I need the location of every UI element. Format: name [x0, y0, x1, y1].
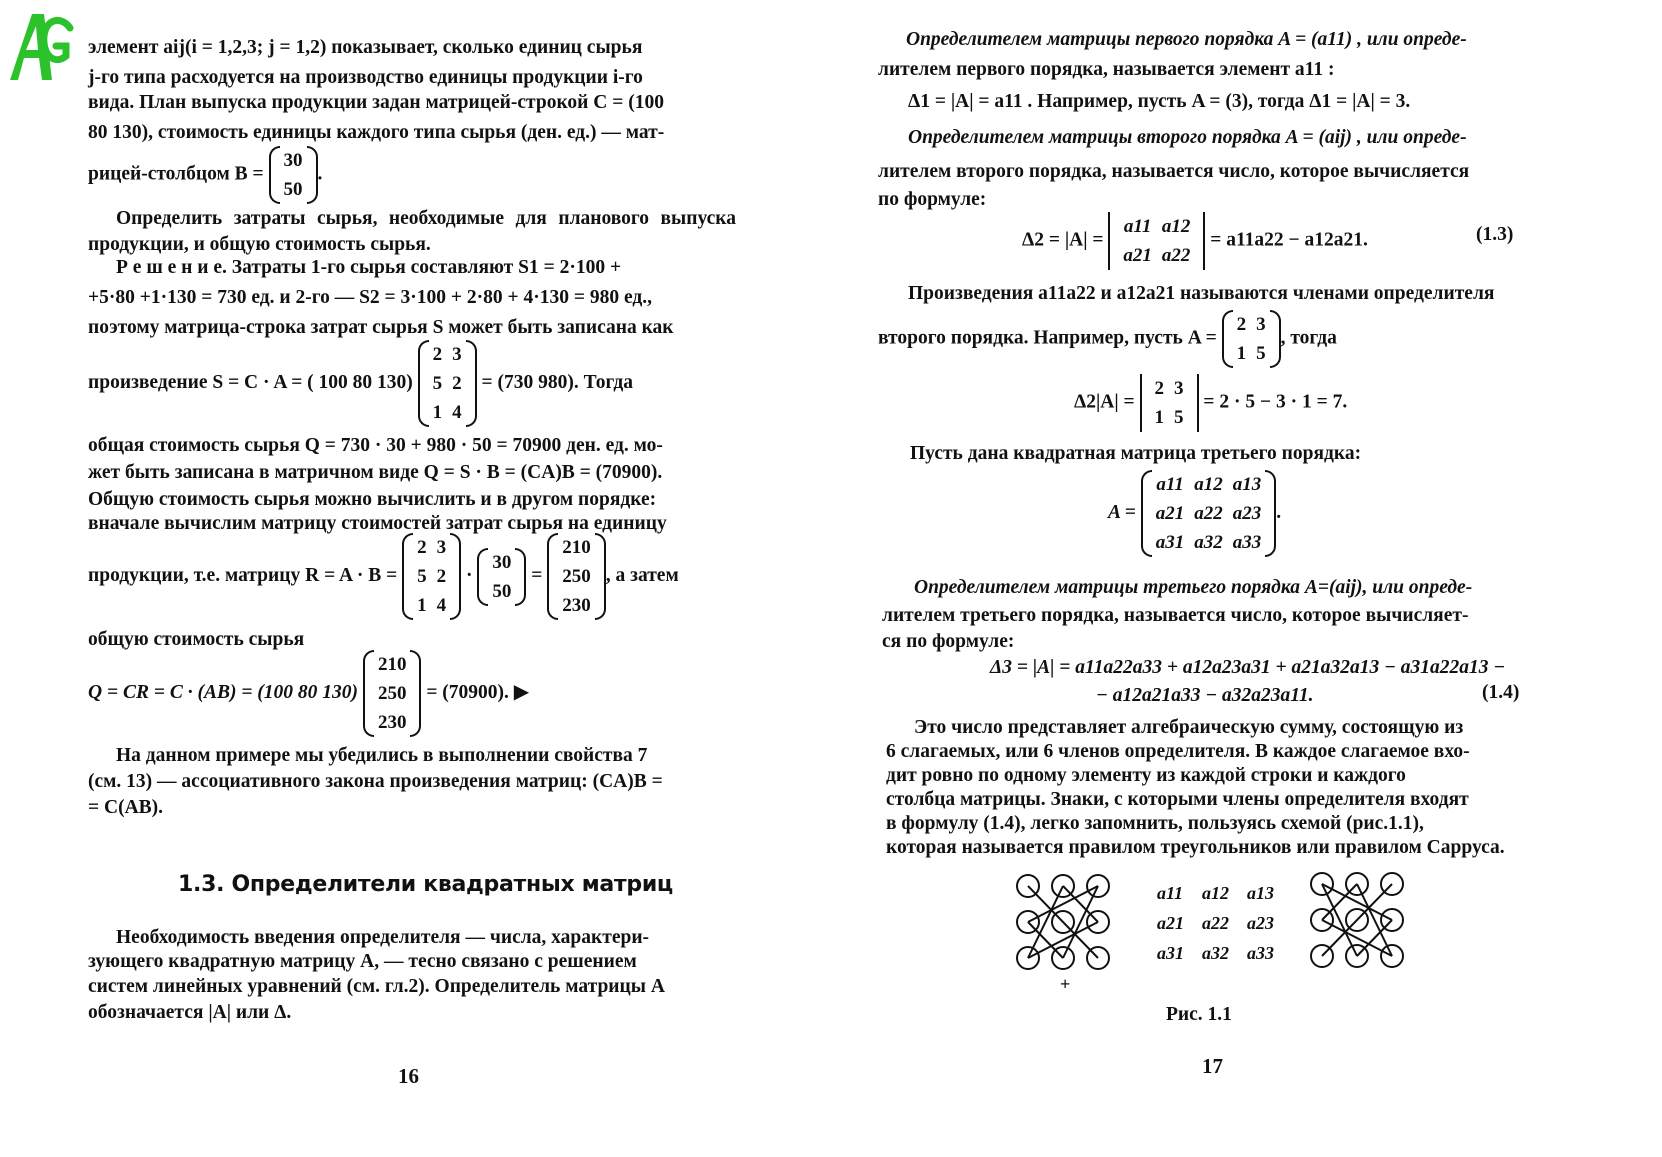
total-line4: вначале вычислим матрицу стоимостей затрат сырья на единицу: [88, 513, 667, 534]
matrix-cell: 5: [432, 373, 443, 394]
para2: Определить затраты сырья, необходимые для планового выпуска продукции, и общую стоимость сырья.: [88, 208, 736, 255]
matrix-cell: 3: [452, 344, 462, 365]
det-cell: 3: [1174, 378, 1184, 399]
det-cell: a21: [1123, 245, 1152, 266]
total-line1: общая стоимость сырья Q = 730 · 30 + 980 · 50 = 70900 ден. ед. мо-: [88, 435, 663, 456]
diagram-plus-sign: +: [1060, 974, 1071, 994]
example2-matrix: [1222, 310, 1281, 368]
def1-line2: лителем первого порядка, называется элемент a11 :: [878, 59, 1335, 80]
solution-line1: Р е ш е н и е. Затраты 1-го сырья составляют S1 = 2·100 +: [116, 257, 622, 278]
product-line: [88, 340, 633, 427]
sum-line4: столбца матрицы. Знаки, с которыми члены определителя входят: [886, 789, 1469, 810]
eq13-suffix: = a11a22 − a12a21.: [1210, 229, 1368, 251]
total-cost-line: общую стоимость сырья: [88, 629, 305, 650]
det-cell: a22: [1161, 245, 1191, 266]
matrix-cell: 250: [377, 683, 407, 704]
figure-cell: a33: [1247, 943, 1274, 963]
intro-line4: обозначается |A| или Δ.: [88, 1002, 292, 1023]
total-line2: жет быть записана в матричном виде Q = S · B = (CA)B = (70900).: [88, 462, 663, 483]
Q-line: [88, 650, 529, 737]
matrix-cell: a12: [1194, 474, 1223, 495]
example2-det-prefix: Δ2|A| =: [1074, 391, 1135, 413]
matrix-B: [269, 146, 318, 204]
figure-cell: a22: [1202, 913, 1229, 933]
left-page: [0, 0, 830, 1157]
def2-line2: лителем второго порядка, называется число, которое вычисляется: [878, 161, 1470, 182]
matrix-cell: a33: [1232, 532, 1262, 553]
figure-cell: a11: [1157, 883, 1184, 903]
def2-line3: по формуле:: [878, 189, 987, 210]
intro-line1: Необходимость введения определителя — числа, характери-: [116, 927, 650, 948]
Q-suffix: = (70900).: [426, 681, 509, 703]
R-prefix: продукции, т.е. матрицу R = A · B =: [88, 564, 398, 586]
matrix-R-repeat: [363, 650, 422, 737]
matrix-3x3-line: A = a11 a12 a13 a21 a22 a23 a31 a32 a33 .: [1108, 470, 1281, 557]
matrix-cell: 3: [436, 537, 447, 558]
def1-example: Δ1 = |A| = a11 . Например, пусть A = (3), тогда Δ1 = |A| = 3.: [908, 91, 1411, 112]
matrix-cell: 230: [562, 595, 591, 616]
figure-caption: Рис. 1.1: [1166, 1004, 1232, 1025]
figure-cell: a23: [1247, 913, 1274, 933]
det-cell: 1: [1154, 407, 1165, 428]
matrix-cell: a21: [1155, 503, 1185, 524]
para1-line5-prefix: рицей-столбцом B =: [88, 163, 264, 185]
figure-cell: a31: [1157, 943, 1184, 963]
matrix-cell: 1: [1236, 343, 1247, 364]
assoc-line3: = C(AB).: [88, 797, 164, 818]
section-heading: 1.3. Определители квадратных матриц: [178, 872, 673, 897]
solution-line3: поэтому матрица-строка затрат сырья S может быть записана как: [88, 317, 674, 338]
equation-number-1-4: (1.4): [1482, 682, 1520, 703]
matrix-cell: 2: [452, 373, 462, 394]
Q-prefix: Q = CR = C · (AB) = (100 80 130): [88, 681, 359, 703]
R-suffix: , а затем: [605, 564, 679, 586]
matrix-cell: 50: [283, 179, 303, 200]
equation-number-1-3: (1.3): [1476, 224, 1514, 245]
product-suffix: = (730 980). Тогда: [481, 371, 634, 393]
sum-line1: Это число представляет алгебраическую сумму, состоящую из: [914, 717, 1464, 738]
eq13-prefix: Δ2 = |A| =: [1022, 229, 1104, 251]
example2-determinant: [1074, 374, 1347, 432]
def1-line1: Определителем матрицы первого порядка A = (a11) , или опреде-: [906, 29, 1467, 50]
equation-1-3: [1022, 212, 1368, 270]
det-cell: 2: [1154, 378, 1165, 399]
matrix-cell: a22: [1194, 503, 1223, 524]
matrix-cell: 4: [452, 402, 462, 423]
members-line: Произведения a11a22 и a12a21 называются членами определителя: [908, 283, 1495, 304]
figure-cell: a13: [1247, 883, 1274, 903]
end-of-example-icon: ▶: [513, 680, 530, 703]
matrix-cell: 250: [562, 566, 591, 587]
matrix-cell: a32: [1194, 532, 1223, 553]
publisher-logo: [4, 6, 76, 86]
matrix3-prefix: A =: [1108, 501, 1136, 523]
def3-line2: лителем третьего порядка, называется число, которое вычисляет-: [882, 605, 1469, 626]
matrix-cell: 5: [417, 566, 427, 587]
assoc-line2: (см. 13) — ассоциативного закона произведения матриц: (CA)B =: [88, 771, 663, 792]
matrix-cell: 5: [1256, 343, 1266, 364]
matrix-A-repeat: [402, 533, 461, 620]
matrix-cell: 50: [492, 580, 512, 602]
matrix-A: [418, 340, 477, 427]
third-order-intro: Пусть дана квадратная матрица третьего порядка:: [910, 443, 1362, 464]
matrix-B-line: рицей-столбцом B = 30 50 .: [88, 146, 322, 204]
right-page: [830, 0, 1662, 1157]
example2-suffix: , тогда: [1280, 327, 1337, 349]
sum-line6: которая называется правилом треугольников или правилом Сарруса.: [886, 837, 1505, 858]
example2-det: [1140, 374, 1199, 432]
page-number-left: 16: [398, 1064, 419, 1088]
para1-line3: вида. План выпуска продукции задан матрицей-строкой C = (100: [88, 92, 664, 113]
matrix-cell: a31: [1155, 532, 1185, 553]
matrix-cell: 2: [432, 344, 443, 365]
matrix-cell: 1: [417, 595, 427, 616]
matrix-3x3: [1141, 470, 1277, 557]
matrix-cell: 2: [436, 566, 447, 587]
matrix-cell: 210: [377, 654, 407, 675]
intro-line3: систем линейных уравнений (см. гл.2). Определитель матрицы A: [88, 976, 665, 997]
assoc-line1: На данном примере мы убедились в выполнении свойства 7: [116, 745, 648, 766]
matrix-R: [547, 533, 606, 620]
det-cell: a11: [1123, 216, 1152, 237]
example2-line: [878, 310, 1337, 368]
det-cell: a12: [1161, 216, 1191, 237]
sum-line2: 6 слагаемых, или 6 членов определителя. В каждое слагаемое вхо-: [886, 741, 1470, 762]
def2-line1: Определителем матрицы второго порядка A = (aij) , или опреде-: [908, 127, 1467, 148]
page-number-right: 17: [1202, 1054, 1223, 1078]
matrix-cell: 3: [1256, 314, 1266, 335]
matrix-B-repeat: [477, 548, 526, 606]
figure-matrix: [1148, 878, 1283, 968]
matrix-cell: 1: [432, 402, 443, 423]
determinant-2x2: [1108, 212, 1205, 270]
figure-cell: a12: [1202, 883, 1229, 903]
def3-line3: ся по формуле:: [882, 631, 1015, 652]
matrix-cell: 30: [492, 551, 512, 573]
intro-line2: зующего квадратную матрицу A, — тесно связано с решением: [88, 951, 637, 972]
def3-line1: Определителем матрицы третьего порядка A=(aij), или опреде-: [914, 577, 1473, 598]
sum-line3: дит ровно по одному элементу из каждой строки и каждого: [886, 765, 1406, 786]
product-prefix: произведение S = C · A = ( 100 80 130): [88, 371, 413, 393]
solution-line2: +5·80 +1·130 = 730 ед. и 2-го — S2 = 3·100 + 2·80 + 4·130 = 980 ед.,: [88, 287, 653, 308]
matrix-cell: 230: [377, 712, 407, 733]
matrix-cell: 30: [283, 150, 303, 171]
matrix-cell: a11: [1156, 474, 1184, 495]
para1-line4: 80 130), стоимость единицы каждого типа сырья (ден. ед.) — мат-: [88, 122, 665, 143]
eq14-line1: Δ3 = |A| = a11a22a33 + a12a23a31 + a21a32a13 − a31a22a13 −: [990, 657, 1506, 678]
R-product-line: продукции, т.е. матрицу R = A · B = 2 3 5 2 1 4 · 30 50 = 210 250 230 , а затем: [88, 533, 679, 620]
example2-prefix: второго порядка. Например, пусть A =: [878, 327, 1217, 349]
total-line3: Общую стоимость сырья можно вычислить и в другом порядке:: [88, 489, 657, 510]
matrix-cell: a13: [1232, 474, 1262, 495]
eq14-line2: − a12a21a33 − a32a23a11.: [1096, 685, 1314, 706]
matrix-cell: 4: [436, 595, 447, 616]
matrix-cell: 2: [1236, 314, 1247, 335]
figure-cell: a21: [1157, 913, 1184, 933]
figure-cell: a32: [1202, 943, 1229, 963]
sum-line5: в формулу (1.4), легко запомнить, пользуясь схемой (рис.1.1),: [886, 813, 1424, 834]
para1-line2: j-го типа расходуется на производство единицы продукции i-го: [88, 67, 643, 88]
example2-det-suffix: = 2 · 5 − 3 · 1 = 7.: [1203, 391, 1348, 413]
matrix-cell: 210: [562, 537, 591, 558]
matrix-cell: a23: [1232, 503, 1262, 524]
para1-line1: элемент aij(i = 1,2,3; j = 1,2) показывает, сколько единиц сырья: [88, 37, 643, 58]
matrix-cell: 2: [417, 537, 427, 558]
triangle-rule-minus-diagram: [1302, 868, 1422, 988]
det-cell: 5: [1174, 407, 1184, 428]
